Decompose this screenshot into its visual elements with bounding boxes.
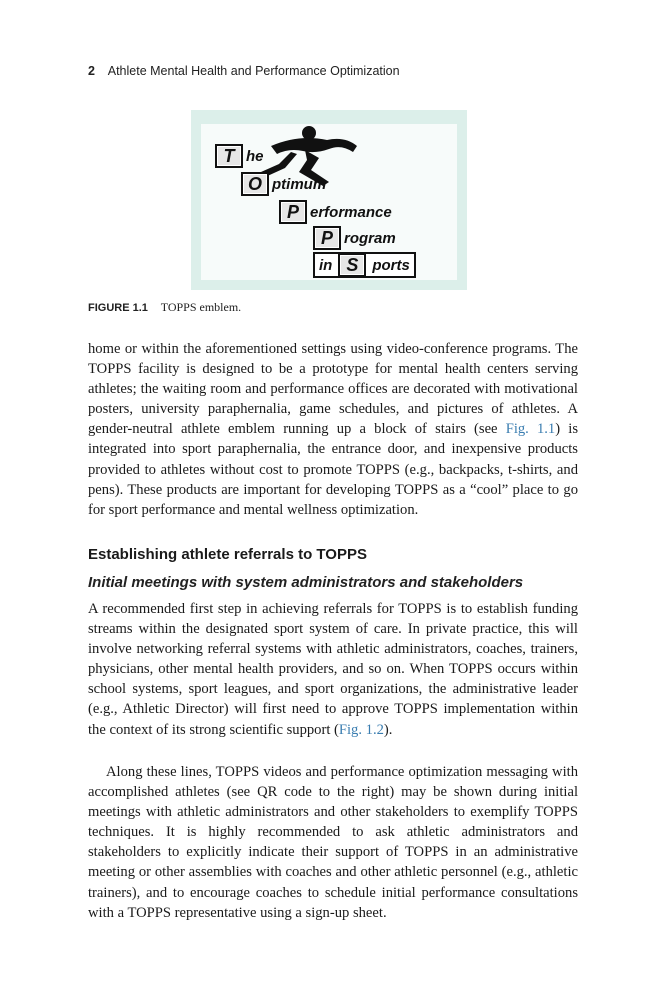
paragraph-first-step: [88, 599, 578, 740]
figure-caption-label: FIGURE 1.1: [88, 302, 148, 314]
emblem-word: rogram: [344, 229, 396, 247]
figure-caption: [88, 300, 241, 315]
emblem-row-program: [313, 226, 396, 250]
running-head: [88, 64, 400, 78]
emblem-row-in-sports: [313, 252, 416, 278]
topps-emblem-figure: [191, 110, 467, 290]
page-number: 2: [88, 64, 95, 78]
emblem-word: in: [319, 256, 333, 274]
emblem-letter-box: P: [279, 200, 307, 224]
emblem-letter-box: S: [338, 253, 366, 277]
emblem-panel: [201, 124, 457, 280]
paragraph-along-these-lines: Along these lines, TOPPS videos and performance optimization messaging with accomplished athletes (see QR code to the right) may be shown during initial meetings with athletic administrators and other stakeholders to exemplify TOPPS techniques. It is highly recommended to ask athletic administrators and stakeholders to explicitly indicate their support of TOPPS in an administrative meeting or other assemblies with coaches and other athletic personnel (e.g., athletic trainers), and to encourage coaches to schedule initial performance consultations with a TOPPS representative using a sign-up sheet.: [88, 764, 578, 921]
emblem-row-performance: [279, 200, 392, 224]
emblem-word: ptimum: [272, 175, 327, 193]
running-title: Athlete Mental Health and Performance Optimization: [107, 64, 400, 78]
figure-caption-text: TOPPS emblem.: [160, 300, 242, 314]
paragraph-text: A recommended first step in achieving referrals for TOPPS is to establish funding streams within the designated sport system of care. In private practice, this will involve networking referral systems with athletic administrators, coaches, trainers, physicians, other mental health providers, and so on. When TOPPS occurs within school systems, sport leagues, and sport organizations, the administrative leader (e.g., Athletic Director) will first need to approve TOPPS implementation within the context of its strong scientific support (: [88, 601, 578, 738]
emblem-letter-box: O: [241, 172, 269, 196]
figure-link[interactable]: Fig. 1.1: [505, 421, 556, 438]
paragraph-text: ) is integrated into sport paraphernalia, the entrance door, and inexpensive products provided to athletes without cost to promote TOPPS (e.g., backpacks, t-shirts, and pens). These products are important for developing TOPPS as a “cool” place to go for sport performance and mental wellness optimization.: [88, 421, 578, 518]
emblem-word: ports: [372, 256, 410, 274]
emblem-letter-box: T: [215, 144, 243, 168]
emblem-letter-box: P: [313, 226, 341, 250]
paragraph-facility: [88, 339, 578, 520]
emblem-row-optimum: [241, 172, 326, 196]
paragraph-text: ).: [383, 721, 393, 738]
figure-link[interactable]: Fig. 1.2: [338, 721, 384, 738]
emblem-word: he: [246, 147, 264, 165]
emblem-row-the: [215, 144, 264, 168]
emblem-word: erformance: [310, 203, 392, 221]
paragraph-text: home or within the aforementioned settings using video-conference programs. The TOPPS facility is designed to be a prototype for mental health centers serving athletes; the waiting room and performance offices are decorated with motivational posters, university paraphernalia, game schedules, and pictures of athletes. A gender-neutral athlete emblem running up a block of stairs (see: [88, 341, 578, 438]
section-heading: Establishing athlete referrals to TOPPS: [88, 546, 367, 563]
subsection-heading: Initial meetings with system administrators and stakeholders: [88, 574, 524, 591]
